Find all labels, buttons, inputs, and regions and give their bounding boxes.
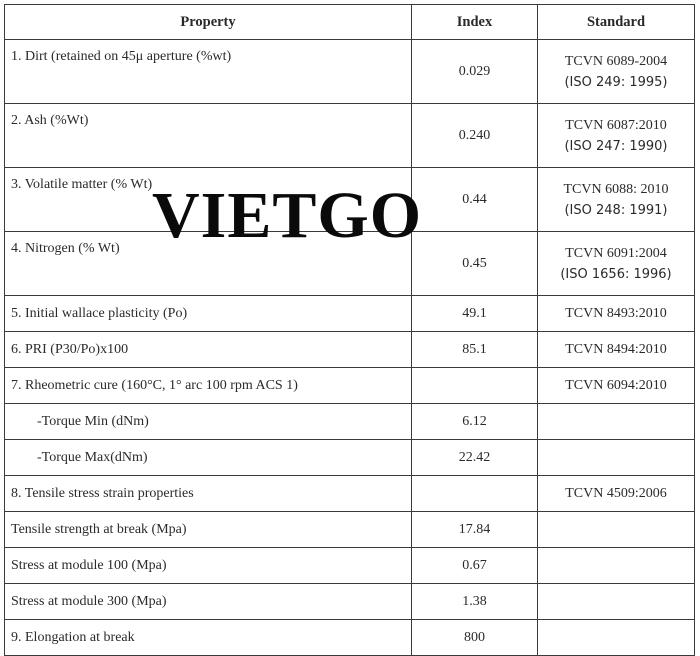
table-row xyxy=(5,296,695,332)
index-cell: 17.84 xyxy=(412,512,538,548)
standard-cell: TCVN 6094:2010 xyxy=(538,368,695,404)
property-cell: Stress at module 100 (Mpa) xyxy=(5,548,412,584)
standard-tcvn: TCVN 6089-2004 xyxy=(564,53,668,69)
index-cell: 85.1 xyxy=(412,332,538,368)
standard-cell xyxy=(538,40,695,104)
table-row xyxy=(5,104,695,168)
property-cell: 9. Elongation at break xyxy=(5,620,412,656)
table-row xyxy=(5,476,695,512)
property-cell: 1. Dirt (retained on 45μ aperture (%wt) xyxy=(5,40,412,104)
property-cell: Tensile strength at break (Mpa) xyxy=(5,512,412,548)
property-cell: Stress at module 300 (Mpa) xyxy=(5,584,412,620)
table-row xyxy=(5,232,695,296)
property-cell: -Torque Min (dNm) xyxy=(5,404,412,440)
standard-cell xyxy=(538,168,695,232)
table-row xyxy=(5,620,695,656)
standard-iso: (ISO 249: 1995) xyxy=(564,74,668,90)
table-row xyxy=(5,404,695,440)
standard-cell xyxy=(538,584,695,620)
index-cell: 0.45 xyxy=(412,232,538,296)
property-cell: 8. Tensile stress strain properties xyxy=(5,476,412,512)
index-cell: 0.67 xyxy=(412,548,538,584)
standard-tcvn: TCVN 6087:2010 xyxy=(565,117,667,133)
standard-tcvn: TCVN 6088: 2010 xyxy=(563,181,669,197)
property-cell: 2. Ash (%Wt) xyxy=(5,104,412,168)
index-cell xyxy=(412,476,538,512)
index-cell: 800 xyxy=(412,620,538,656)
standard-tcvn: TCVN 6091:2004 xyxy=(565,245,667,261)
header-property: Property xyxy=(5,5,412,40)
property-cell: 4. Nitrogen (% Wt) xyxy=(5,232,412,296)
standard-cell: TCVN 8493:2010 xyxy=(538,296,695,332)
vietgo-watermark: VIETGO xyxy=(152,179,423,252)
standard-cell xyxy=(538,404,695,440)
standard-cell xyxy=(538,104,695,168)
index-cell: 1.38 xyxy=(412,584,538,620)
table-row xyxy=(5,368,695,404)
standard-cell xyxy=(538,440,695,476)
table-row xyxy=(5,512,695,548)
index-cell: 0.240 xyxy=(412,104,538,168)
property-cell: 7. Rheometric cure (160°C, 1° arc 100 rpm ACS 1) xyxy=(5,368,412,404)
index-cell: 6.12 xyxy=(412,404,538,440)
index-cell: 0.44 xyxy=(412,168,538,232)
property-cell: 5. Initial wallace plasticity (Po) xyxy=(5,296,412,332)
table-row xyxy=(5,548,695,584)
property-table xyxy=(4,4,695,656)
standard-cell xyxy=(538,548,695,584)
table-row xyxy=(5,440,695,476)
standard-cell xyxy=(538,620,695,656)
standard-iso: (ISO 247: 1990) xyxy=(564,138,668,154)
table-row xyxy=(5,168,695,232)
index-cell: 0.029 xyxy=(412,40,538,104)
header-index: Index xyxy=(412,5,538,40)
index-cell xyxy=(412,368,538,404)
standard-cell xyxy=(538,512,695,548)
spec-sheet xyxy=(4,4,694,645)
table-row xyxy=(5,332,695,368)
standard-cell: TCVN 4509:2006 xyxy=(538,476,695,512)
property-cell: -Torque Max(dNm) xyxy=(5,440,412,476)
standard-cell xyxy=(538,232,695,296)
header-row xyxy=(5,5,695,40)
standard-cell: TCVN 8494:2010 xyxy=(538,332,695,368)
property-cell: 3. Volatile matter (% Wt) xyxy=(5,168,412,232)
index-cell: 22.42 xyxy=(412,440,538,476)
property-cell: 6. PRI (P30/Po)x100 xyxy=(5,332,412,368)
standard-iso: (ISO 248: 1991) xyxy=(564,202,668,218)
index-cell: 49.1 xyxy=(412,296,538,332)
table-row xyxy=(5,584,695,620)
table-row xyxy=(5,40,695,104)
header-standard: Standard xyxy=(538,5,695,40)
standard-iso: (ISO 1656: 1996) xyxy=(560,266,672,282)
